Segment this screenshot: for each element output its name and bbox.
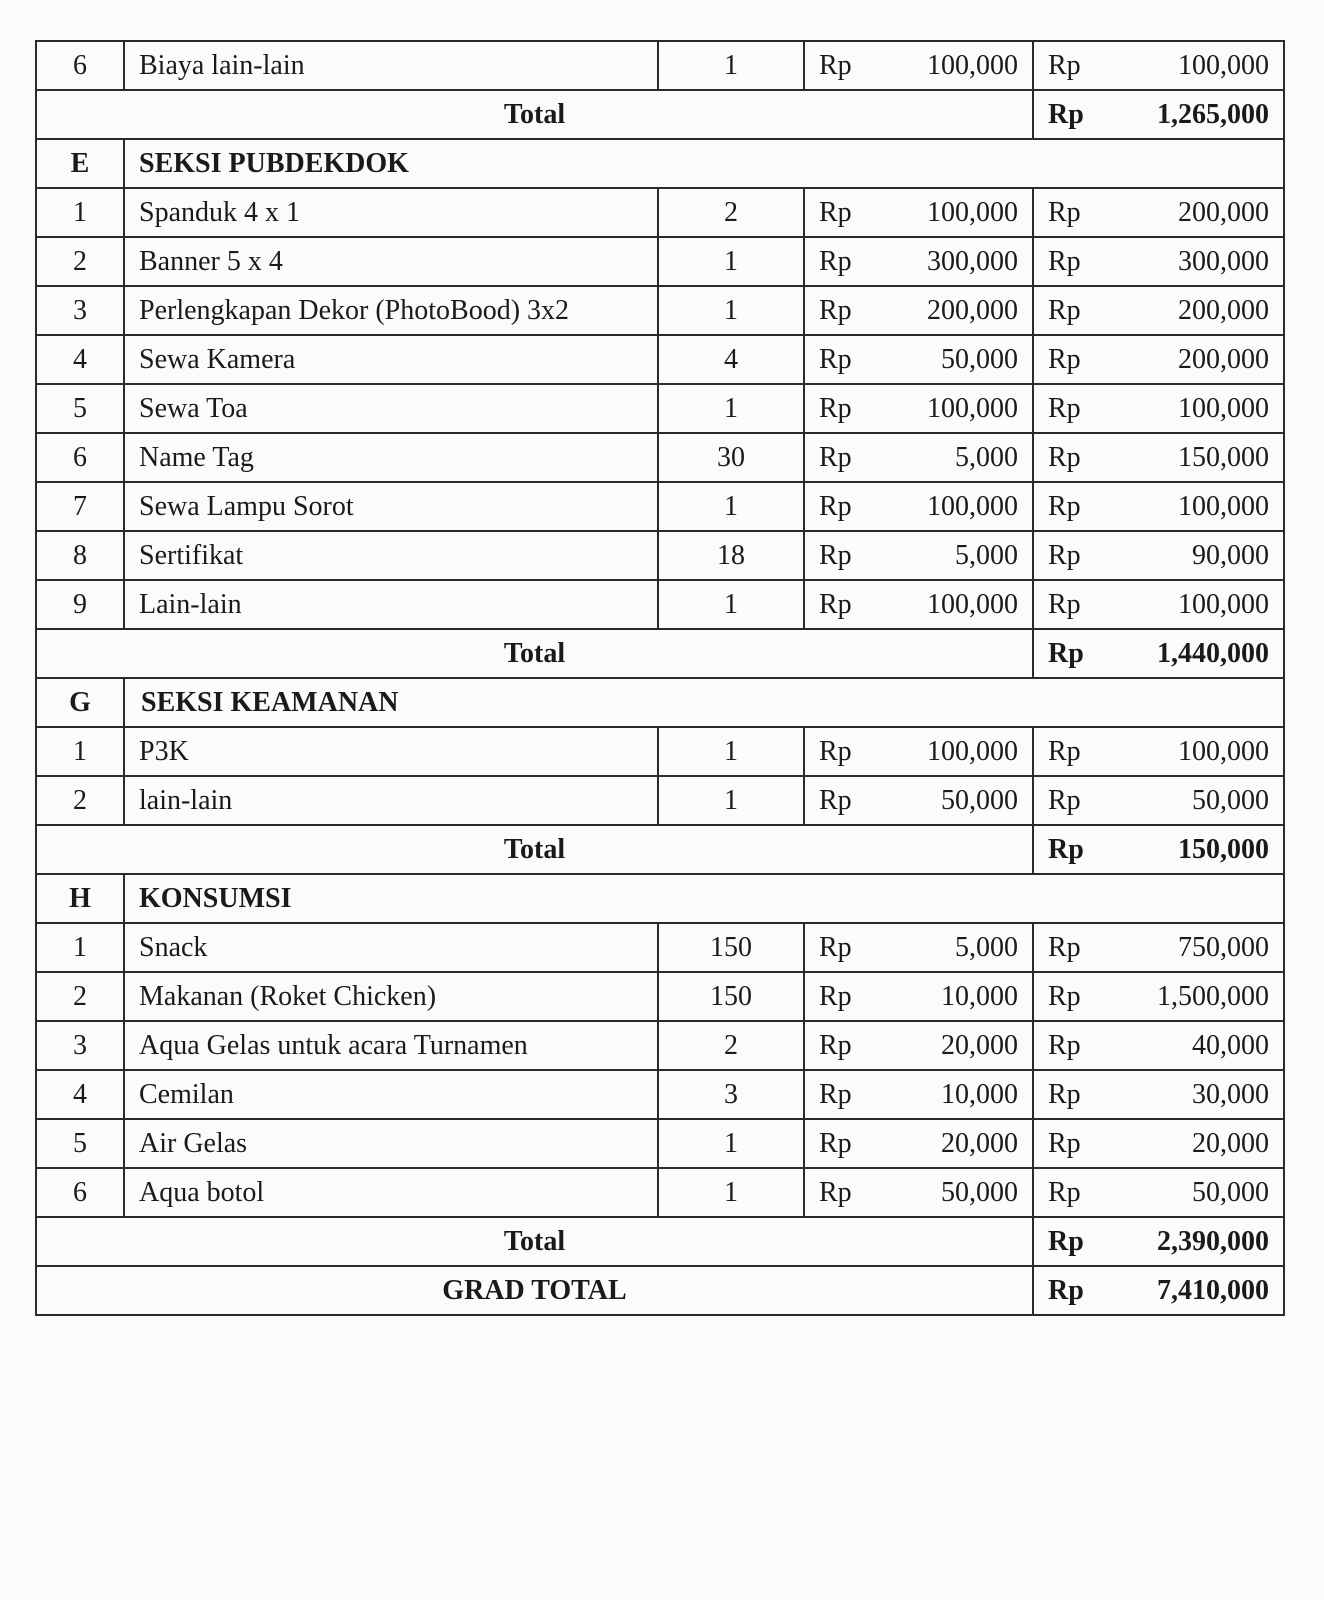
item-description: lain-lain xyxy=(124,776,658,825)
currency-label: Rp xyxy=(1033,923,1113,972)
section-title: SEKSI KEAMANAN xyxy=(124,678,1284,727)
item-number: 1 xyxy=(36,923,124,972)
subtotal-amount: 2,390,000 xyxy=(1113,1217,1284,1266)
section-title: KONSUMSI xyxy=(124,874,1284,923)
line-total: 100,000 xyxy=(1113,482,1284,531)
item-description: Sewa Lampu Sorot xyxy=(124,482,658,531)
table-row xyxy=(36,433,1284,482)
table-row xyxy=(36,1168,1284,1217)
item-quantity: 1 xyxy=(658,727,804,776)
currency-label: Rp xyxy=(1033,825,1113,874)
item-description: Banner 5 x 4 xyxy=(124,237,658,286)
currency-label: Rp xyxy=(1033,1168,1113,1217)
item-number: 6 xyxy=(36,41,124,90)
line-total: 100,000 xyxy=(1113,41,1284,90)
line-total: 90,000 xyxy=(1113,531,1284,580)
item-number: 2 xyxy=(36,972,124,1021)
unit-price: 5,000 xyxy=(884,531,1033,580)
line-total: 200,000 xyxy=(1113,286,1284,335)
item-description: P3K xyxy=(124,727,658,776)
item-quantity: 18 xyxy=(658,531,804,580)
unit-price: 100,000 xyxy=(884,727,1033,776)
table-row xyxy=(36,237,1284,286)
currency-label: Rp xyxy=(1033,972,1113,1021)
unit-price: 10,000 xyxy=(884,1070,1033,1119)
item-description: Sewa Kamera xyxy=(124,335,658,384)
item-quantity: 150 xyxy=(658,923,804,972)
item-description: Lain-lain xyxy=(124,580,658,629)
currency-label: Rp xyxy=(804,335,884,384)
item-description: Makanan (Roket Chicken) xyxy=(124,972,658,1021)
table-row xyxy=(36,923,1284,972)
table-row xyxy=(36,776,1284,825)
unit-price: 20,000 xyxy=(884,1119,1033,1168)
item-number: 1 xyxy=(36,727,124,776)
subtotal-row xyxy=(36,825,1284,874)
currency-label: Rp xyxy=(804,188,884,237)
currency-label: Rp xyxy=(1033,335,1113,384)
unit-price: 50,000 xyxy=(884,1168,1033,1217)
unit-price: 100,000 xyxy=(884,482,1033,531)
item-number: 3 xyxy=(36,1021,124,1070)
currency-label: Rp xyxy=(1033,629,1113,678)
table-row xyxy=(36,286,1284,335)
currency-label: Rp xyxy=(804,776,884,825)
section-letter: G xyxy=(36,678,124,727)
item-number: 8 xyxy=(36,531,124,580)
currency-label: Rp xyxy=(804,1021,884,1070)
item-number: 4 xyxy=(36,1070,124,1119)
budget-sheet xyxy=(35,40,1283,1316)
currency-label: Rp xyxy=(1033,1217,1113,1266)
currency-label: Rp xyxy=(1033,90,1113,139)
currency-label: Rp xyxy=(804,1168,884,1217)
item-quantity: 2 xyxy=(658,188,804,237)
table-row xyxy=(36,1119,1284,1168)
currency-label: Rp xyxy=(804,531,884,580)
table-row xyxy=(36,1021,1284,1070)
item-description: Sertifikat xyxy=(124,531,658,580)
subtotal-row xyxy=(36,90,1284,139)
item-quantity: 1 xyxy=(658,384,804,433)
currency-label: Rp xyxy=(804,286,884,335)
currency-label: Rp xyxy=(1033,286,1113,335)
unit-price: 300,000 xyxy=(884,237,1033,286)
unit-price: 50,000 xyxy=(884,335,1033,384)
unit-price: 50,000 xyxy=(884,776,1033,825)
unit-price: 5,000 xyxy=(884,433,1033,482)
line-total: 100,000 xyxy=(1113,384,1284,433)
table-row xyxy=(36,482,1284,531)
line-total: 40,000 xyxy=(1113,1021,1284,1070)
line-total: 300,000 xyxy=(1113,237,1284,286)
item-description: Sewa Toa xyxy=(124,384,658,433)
currency-label: Rp xyxy=(804,1070,884,1119)
line-total: 20,000 xyxy=(1113,1119,1284,1168)
currency-label: Rp xyxy=(804,1119,884,1168)
grand-total-row xyxy=(36,1266,1284,1315)
unit-price: 5,000 xyxy=(884,923,1033,972)
item-quantity: 1 xyxy=(658,41,804,90)
line-total: 50,000 xyxy=(1113,1168,1284,1217)
section-title: SEKSI PUBDEKDOK xyxy=(124,139,1284,188)
item-description: Perlengkapan Dekor (PhotoBood) 3x2 xyxy=(124,286,658,335)
item-quantity: 1 xyxy=(658,237,804,286)
currency-label: Rp xyxy=(804,433,884,482)
item-number: 7 xyxy=(36,482,124,531)
currency-label: Rp xyxy=(1033,1119,1113,1168)
item-description: Cemilan xyxy=(124,1070,658,1119)
item-number: 2 xyxy=(36,776,124,825)
item-number: 4 xyxy=(36,335,124,384)
subtotal-label: Total xyxy=(36,825,1033,874)
item-quantity: 1 xyxy=(658,286,804,335)
currency-label: Rp xyxy=(804,923,884,972)
line-total: 750,000 xyxy=(1113,923,1284,972)
line-total: 100,000 xyxy=(1113,580,1284,629)
unit-price: 200,000 xyxy=(884,286,1033,335)
line-total: 200,000 xyxy=(1113,335,1284,384)
currency-label: Rp xyxy=(804,237,884,286)
line-total: 1,500,000 xyxy=(1113,972,1284,1021)
subtotal-amount: 1,440,000 xyxy=(1113,629,1284,678)
item-description: Aqua Gelas untuk acara Turnamen xyxy=(124,1021,658,1070)
subtotal-label: Total xyxy=(36,90,1033,139)
unit-price: 100,000 xyxy=(884,384,1033,433)
item-number: 1 xyxy=(36,188,124,237)
currency-label: Rp xyxy=(1033,384,1113,433)
item-number: 9 xyxy=(36,580,124,629)
item-quantity: 150 xyxy=(658,972,804,1021)
section-header xyxy=(36,139,1284,188)
grand-total-label: GRAD TOTAL xyxy=(36,1266,1033,1315)
item-number: 6 xyxy=(36,1168,124,1217)
unit-price: 10,000 xyxy=(884,972,1033,1021)
unit-price: 20,000 xyxy=(884,1021,1033,1070)
currency-label: Rp xyxy=(1033,776,1113,825)
table-row xyxy=(36,972,1284,1021)
line-total: 100,000 xyxy=(1113,727,1284,776)
unit-price: 100,000 xyxy=(884,580,1033,629)
item-quantity: 30 xyxy=(658,433,804,482)
item-description: Biaya lain-lain xyxy=(124,41,658,90)
table-row xyxy=(36,727,1284,776)
section-letter: E xyxy=(36,139,124,188)
line-total: 200,000 xyxy=(1113,188,1284,237)
grand-total-amount: 7,410,000 xyxy=(1113,1266,1284,1315)
unit-price: 100,000 xyxy=(884,188,1033,237)
line-total: 150,000 xyxy=(1113,433,1284,482)
item-number: 2 xyxy=(36,237,124,286)
item-quantity: 1 xyxy=(658,580,804,629)
section-header xyxy=(36,678,1284,727)
item-quantity: 3 xyxy=(658,1070,804,1119)
section-letter: H xyxy=(36,874,124,923)
subtotal-amount: 150,000 xyxy=(1113,825,1284,874)
currency-label: Rp xyxy=(1033,727,1113,776)
item-quantity: 2 xyxy=(658,1021,804,1070)
currency-label: Rp xyxy=(1033,1070,1113,1119)
item-description: Spanduk 4 x 1 xyxy=(124,188,658,237)
subtotal-row xyxy=(36,1217,1284,1266)
table-row xyxy=(36,41,1284,90)
currency-label: Rp xyxy=(804,482,884,531)
item-description: Air Gelas xyxy=(124,1119,658,1168)
item-number: 5 xyxy=(36,384,124,433)
table-row xyxy=(36,384,1284,433)
budget-table xyxy=(35,40,1285,1316)
currency-label: Rp xyxy=(804,727,884,776)
currency-label: Rp xyxy=(804,41,884,90)
subtotal-amount: 1,265,000 xyxy=(1113,90,1284,139)
currency-label: Rp xyxy=(1033,41,1113,90)
currency-label: Rp xyxy=(1033,1266,1113,1315)
currency-label: Rp xyxy=(1033,433,1113,482)
currency-label: Rp xyxy=(1033,531,1113,580)
currency-label: Rp xyxy=(1033,1021,1113,1070)
currency-label: Rp xyxy=(804,384,884,433)
table-row xyxy=(36,580,1284,629)
currency-label: Rp xyxy=(1033,237,1113,286)
item-quantity: 1 xyxy=(658,482,804,531)
item-description: Name Tag xyxy=(124,433,658,482)
item-number: 3 xyxy=(36,286,124,335)
table-row xyxy=(36,335,1284,384)
item-number: 6 xyxy=(36,433,124,482)
currency-label: Rp xyxy=(804,580,884,629)
currency-label: Rp xyxy=(1033,580,1113,629)
item-number: 5 xyxy=(36,1119,124,1168)
unit-price: 100,000 xyxy=(884,41,1033,90)
item-quantity: 4 xyxy=(658,335,804,384)
line-total: 30,000 xyxy=(1113,1070,1284,1119)
table-row xyxy=(36,188,1284,237)
subtotal-label: Total xyxy=(36,1217,1033,1266)
currency-label: Rp xyxy=(1033,188,1113,237)
subtotal-row xyxy=(36,629,1284,678)
table-row xyxy=(36,531,1284,580)
table-row xyxy=(36,1070,1284,1119)
item-description: Aqua botol xyxy=(124,1168,658,1217)
line-total: 50,000 xyxy=(1113,776,1284,825)
item-description: Snack xyxy=(124,923,658,972)
item-quantity: 1 xyxy=(658,776,804,825)
currency-label: Rp xyxy=(1033,482,1113,531)
subtotal-label: Total xyxy=(36,629,1033,678)
currency-label: Rp xyxy=(804,972,884,1021)
item-quantity: 1 xyxy=(658,1119,804,1168)
section-header xyxy=(36,874,1284,923)
item-quantity: 1 xyxy=(658,1168,804,1217)
